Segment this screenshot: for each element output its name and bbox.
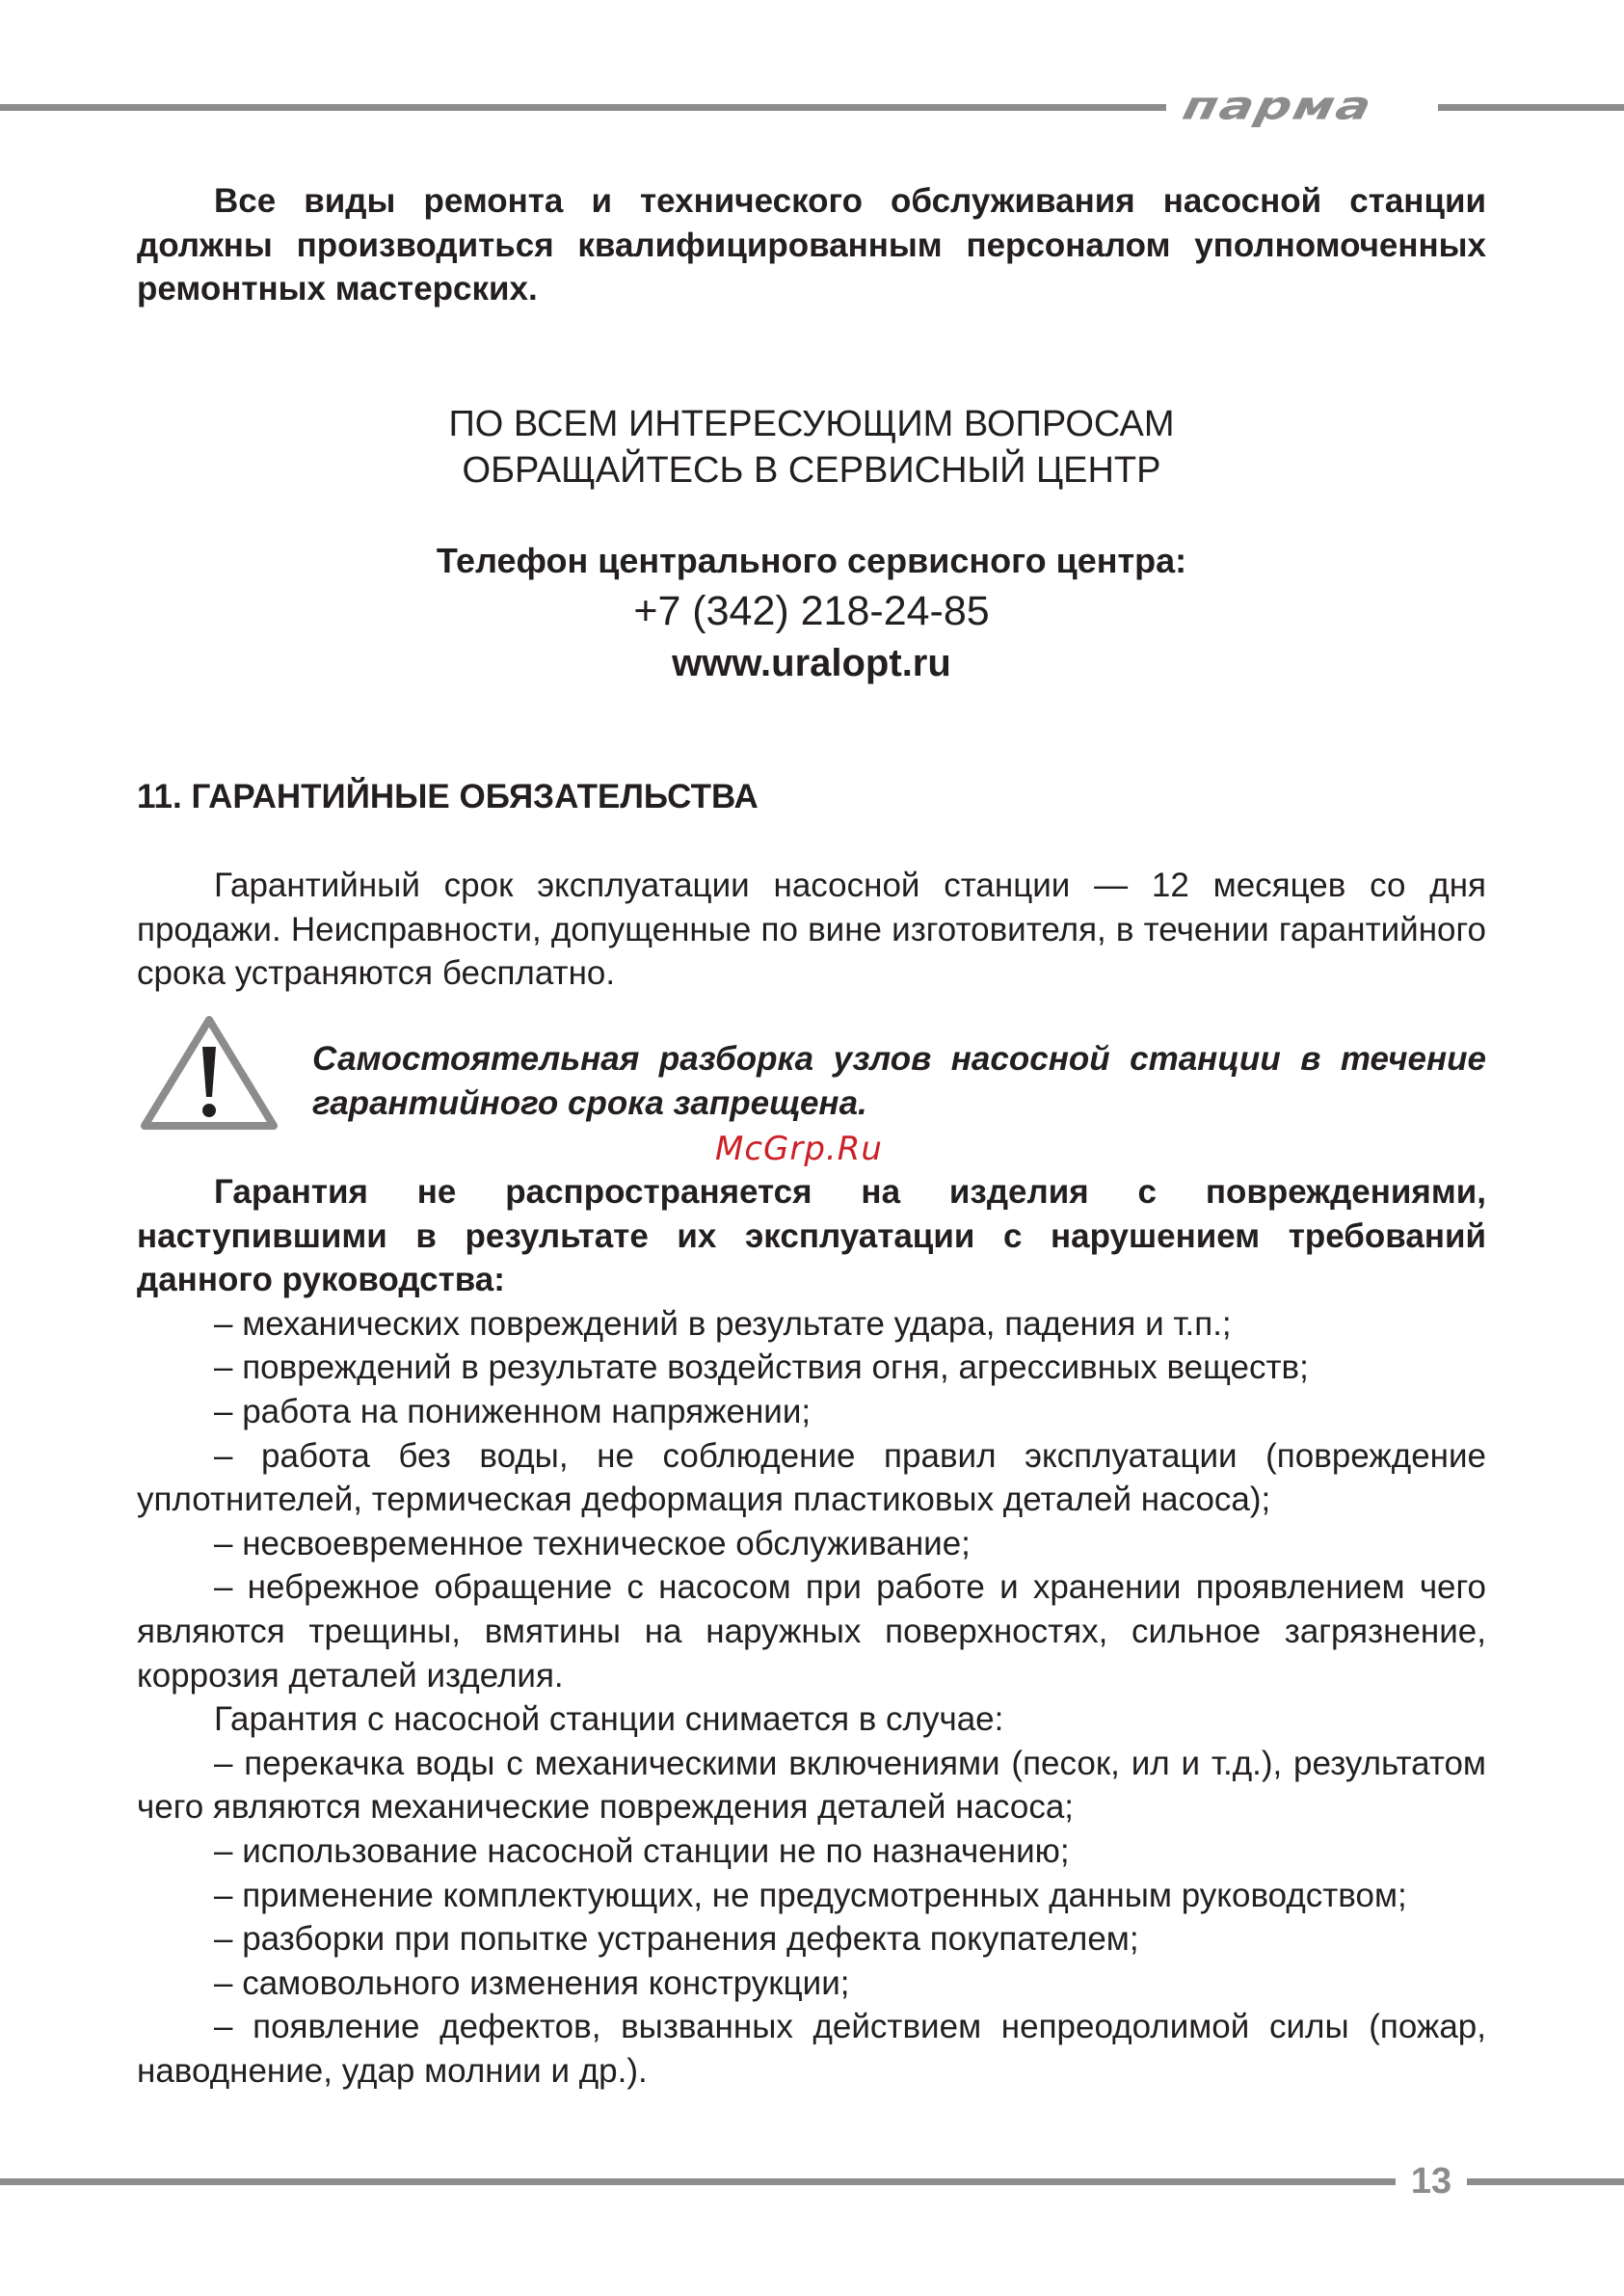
phone-label: Телефон центрального сервисного центра: — [436, 541, 1187, 580]
list-item: – появление дефектов, вызванных действием непреодолимой силы (пожар, наводнение, удар молнии и др.). — [137, 2008, 1486, 2090]
list-item: – применение комплектующих, не предусмотренных данным руководством; — [214, 1876, 1407, 1914]
footer-rule-left — [0, 2178, 1396, 2185]
list-item: – несвоевременное техническое обслуживание; — [214, 1524, 971, 1562]
exclusions-intro: Гарантия не распространяется на изделия с повреждениями, наступившими в результате их эксплуатации с нарушением требований данного руководства: — [137, 1173, 1486, 1299]
intro-paragraph: Все виды ремонта и технического обслуживания насосной станции должны производиться квалифицированным персоналом уполномоченных ремонтных мастерских. — [137, 182, 1486, 308]
header-rule-right — [1438, 104, 1624, 111]
list-item: – перекачка воды с механическими включениями (песок, ил и т.д.), результатом чего являются механические повреждения деталей насоса; — [137, 1744, 1486, 1827]
phone-number: +7 (342) 218-24-85 — [633, 588, 990, 634]
service-line-2: ОБРАЩАЙТЕСЬ В СЕРВИСНЫЙ ЦЕНТР — [462, 450, 1161, 491]
list-item: – работа на пониженном напряжении; — [214, 1392, 812, 1430]
service-line-1: ПО ВСЕМ ИНТЕРЕСУЮЩИМ ВОПРОСАМ — [448, 404, 1175, 444]
list-item: – механических повреждений в результате удара, падения и т.п.; — [214, 1304, 1232, 1343]
section-title: 11. ГАРАНТИЙНЫЕ ОБЯЗАТЕЛЬСТВА — [137, 778, 759, 815]
list-item: – повреждений в результате воздействия огня, агрессивных веществ; — [214, 1348, 1309, 1387]
list-item: – самовольного изменения конструкции; — [214, 1963, 850, 2002]
header-rule-left — [0, 104, 1166, 111]
footer-rule-right — [1467, 2178, 1624, 2185]
website-link[interactable]: www.uralopt.ru — [672, 642, 951, 684]
removal-intro: Гарантия с насосной станции снимается в случае: — [214, 1700, 1004, 1739]
warning-text: Самостоятельная разборка узлов насосной станции в течение гарантийного срока запрещена. — [312, 1040, 1486, 1122]
warning-triangle-icon — [139, 1012, 280, 1134]
list-item: – небрежное обращение с насосом при работе и хранении проявлением чего являются трещины, вмятины на наружных поверхностях, сильное загрязнение, коррозия деталей изделия. — [137, 1568, 1486, 1695]
warranty-terms — [137, 1170, 1486, 2093]
list-item: – использование насосной станции не по назначению; — [214, 1831, 1070, 1870]
list-item: – разборки при попытке устранения дефекта покупателем; — [214, 1920, 1139, 1959]
brand-logo: парма — [1179, 83, 1377, 129]
list-item: – работа без воды, не соблюдение правил эксплуатации (повреждение уплотнителей, термическая деформация пластиковых деталей насоса); — [137, 1436, 1486, 1519]
warranty-paragraph: Гарантийный срок эксплуатации насосной станции — 12 месяцев со дня продажи. Неисправности, допущенные по вине изготовителя, в течении гарантийного срока устраняются бесплатно. — [137, 867, 1486, 993]
watermark: McGrp.Ru — [715, 1130, 883, 1168]
page-number: 13 — [1410, 2161, 1452, 2202]
